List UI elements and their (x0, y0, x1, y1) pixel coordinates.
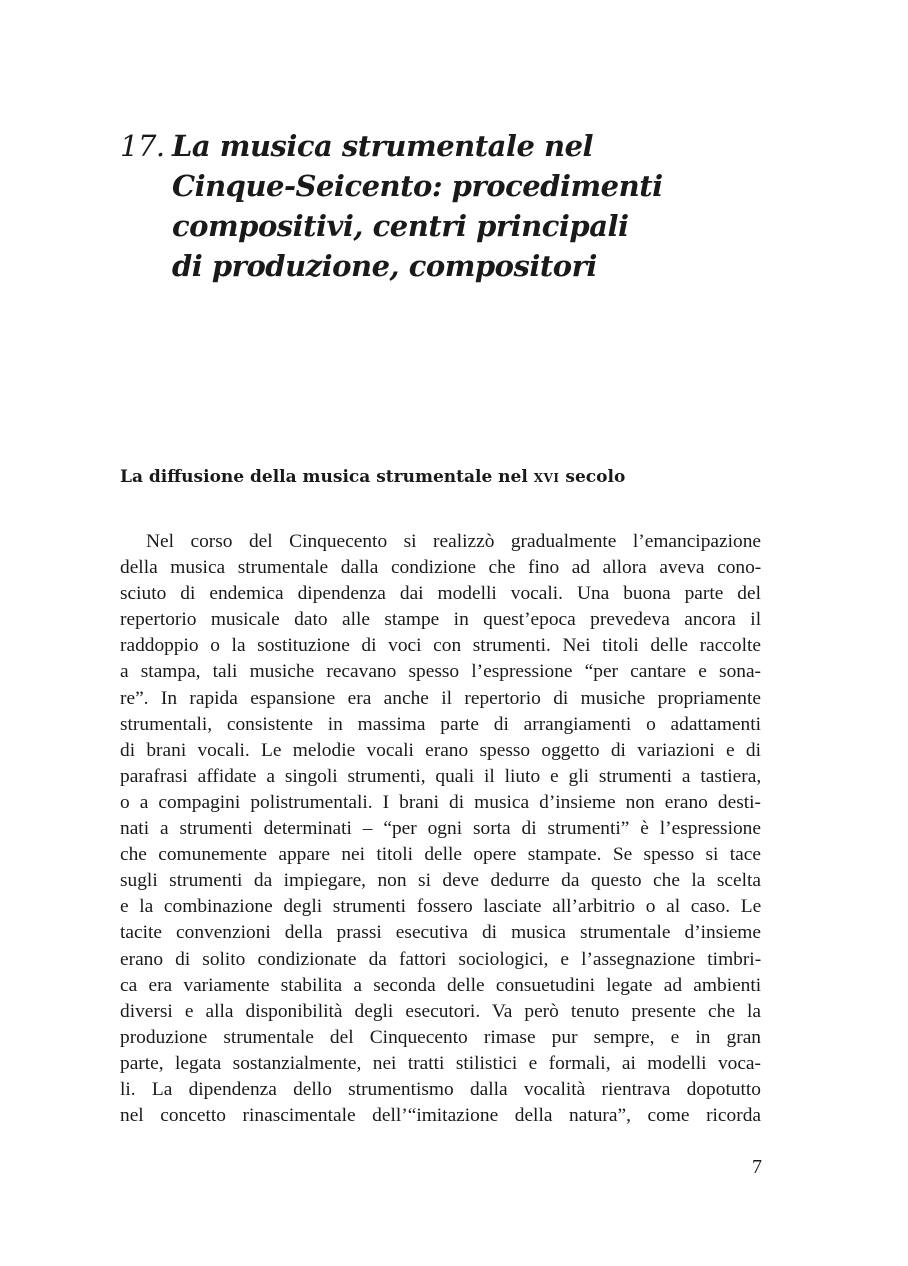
body-line: che comunemente appare nei titoli delle opere stampate. Se spesso si tace (120, 844, 761, 866)
body-line: erano di solito condizionate da fattori sociologici, e l’assegnazione timbri- (120, 948, 762, 970)
body-line: diversi e alla disponibilità degli esecutori. Va però tenuto presente che la (120, 1000, 761, 1022)
body-line: parte, legata sostanzialmente, nei tratti stilistici e formali, ai modelli voca- (120, 1052, 761, 1074)
section-heading: La diffusione della musica strumentale nel xvi secolo (120, 467, 626, 487)
body-line: della musica strumentale dalla condizione che fino ad allora aveva cono- (120, 557, 762, 579)
chapter-title (120, 126, 680, 286)
body-line: sugli strumenti da impiegare, non si deve dedurre da questo che la scelta (120, 870, 761, 892)
body-line: li. La dipendenza dello strumentismo dalla vocalità rientrava dopotutto (120, 1078, 761, 1100)
body-line: re”. In rapida espansione era anche il repertorio di musiche propriamente (120, 687, 761, 709)
chapter-title-line-2: Cinque-Seicento: procedimenti (172, 169, 663, 203)
body-line: a stampa, tali musiche recavano spesso l’espressione “per cantare e sona- (120, 661, 762, 683)
body-line: parafrasi affidate a singoli strumenti, quali il liuto e gli strumenti a tastiera, (120, 765, 762, 787)
body-line: sciuto di endemica dipendenza dai modelli vocali. Una buona parte del (120, 583, 761, 605)
century-small-caps: xvi (533, 467, 560, 487)
body-line: produzione strumentale del Cinquecento rimase pur sempre, e in gran (120, 1026, 761, 1048)
body-paragraph (120, 529, 761, 1129)
body-line: o a compagini polistrumentali. I brani di musica d’insieme non erano desti- (120, 791, 761, 813)
body-line: nel concetto rinascimentale dell’“imitazione della natura”, come ricorda (120, 1105, 761, 1127)
body-line: e la combinazione degli strumenti fossero lasciate all’arbitrio o al caso. Le (120, 896, 762, 918)
chapter-title-line-3: compositivi, centri principali (172, 209, 629, 243)
body-line: Nel corso del Cinquecento si realizzò gradualmente l’emancipazione (146, 531, 761, 552)
chapter-title-line-4: di produzione, compositori (172, 249, 597, 283)
body-line: repertorio musicale dato alle stampe in quest’epoca prevedeva ancora il (120, 609, 762, 631)
body-line: nati a strumenti determinati – “per ogni sorta di strumenti” è l’espressione (120, 818, 761, 840)
body-line: tacite convenzioni della prassi esecutiva di musica strumentale d’insieme (120, 922, 761, 944)
body-line: ca era variamente stabilita a seconda delle consuetudini legate ad ambienti (120, 974, 762, 996)
body-line: strumentali, consistente in massima parte di arrangiamenti o adattamenti (120, 713, 761, 735)
page-number: 7 (752, 1156, 762, 1178)
body-line: di brani vocali. Le melodie vocali erano spesso oggetto di variazioni e di (120, 739, 761, 761)
chapter-title-line-1: 17. La musica strumentale nel (120, 126, 680, 166)
chapter-number: 17. (120, 129, 165, 163)
body-line: raddoppio o la sostituzione di voci con strumenti. Nei titoli delle raccolte (120, 635, 761, 657)
